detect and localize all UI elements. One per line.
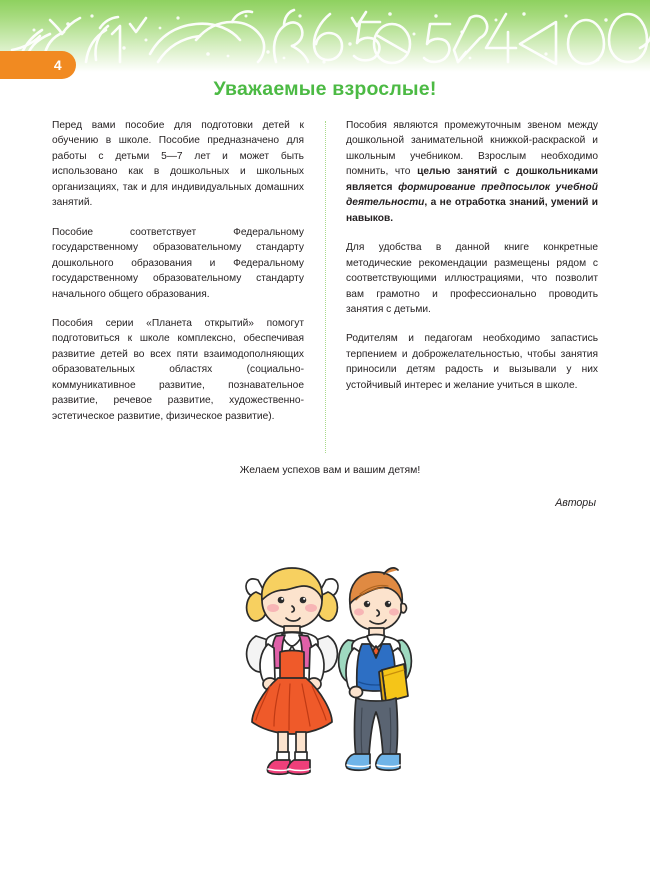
header-banner bbox=[0, 0, 650, 72]
page-title: Уважаемые взрослые! bbox=[213, 78, 437, 100]
right-p1-bold-2: , а не отработка знаний, умений и навыков. bbox=[346, 197, 598, 224]
left-column bbox=[52, 118, 304, 424]
left-paragraph-2: Пособие соответствует Федеральному государственному образовательному стандарту дошкольного образования и Федеральному государственному образовательному стандарту начального общего образования. bbox=[52, 226, 304, 300]
right-column bbox=[346, 118, 598, 424]
right-p1-bold-1: целью занятий с дошкольниками является bbox=[346, 166, 598, 193]
right-p1-plain: Пособия являются промежуточным звеном между дошкольной занимательной книжкой-раскраской и школьным учебником. Взрослым необходимо помнить, что bbox=[346, 120, 598, 178]
text-columns bbox=[52, 118, 598, 424]
right-paragraph-1 bbox=[346, 118, 598, 226]
right-p1-bold-italic: формирование предпосылок учебной деятельности bbox=[346, 181, 598, 209]
children-drawing bbox=[232, 556, 418, 784]
left-paragraph-1: Перед вами пособие для подготовки детей к обучению в школе. Пособие предназначено для работы с детьми 5—7 лет и может быть использовано как в дошкольных и школьных организациях, так и для индивидуальных домашних занятий. bbox=[52, 120, 304, 209]
closing-wish: Желаем успехов вам и вашим детям! bbox=[239, 465, 421, 476]
right-paragraph-3: Родителям и педагогам необходимо запастись терпением и доброжелательностью, чтобы занятия приносили детям радость и вызывали у них устойчивый интерес и желание учиться в школе. bbox=[346, 333, 598, 391]
page-number-badge bbox=[0, 51, 76, 79]
two-schoolchildren-illustration bbox=[232, 556, 418, 784]
left-paragraph-3: Пособия серии «Планета открытий» помогут подготовиться к школе комплексно, обеспечивая развитие детей во всех пяти взаимодополняющих образовательных областях (социально-коммуникативное развитие, познавательное развитие, речевое развитие, художественно-эстетическое развитие, физическое развитие). bbox=[52, 317, 304, 422]
right-paragraph-2: Для удобства в данной книге конкретные методические рекомендации размещены рядом с соответствующими иллюстрациями, что позволит вам грамотно и профессионально проводить занятия с детьми. bbox=[346, 242, 598, 315]
banner-doodles bbox=[0, 0, 650, 72]
page-number: 4 bbox=[53, 57, 62, 73]
closing-block bbox=[52, 465, 598, 509]
closing-signature: Авторы bbox=[555, 497, 596, 509]
